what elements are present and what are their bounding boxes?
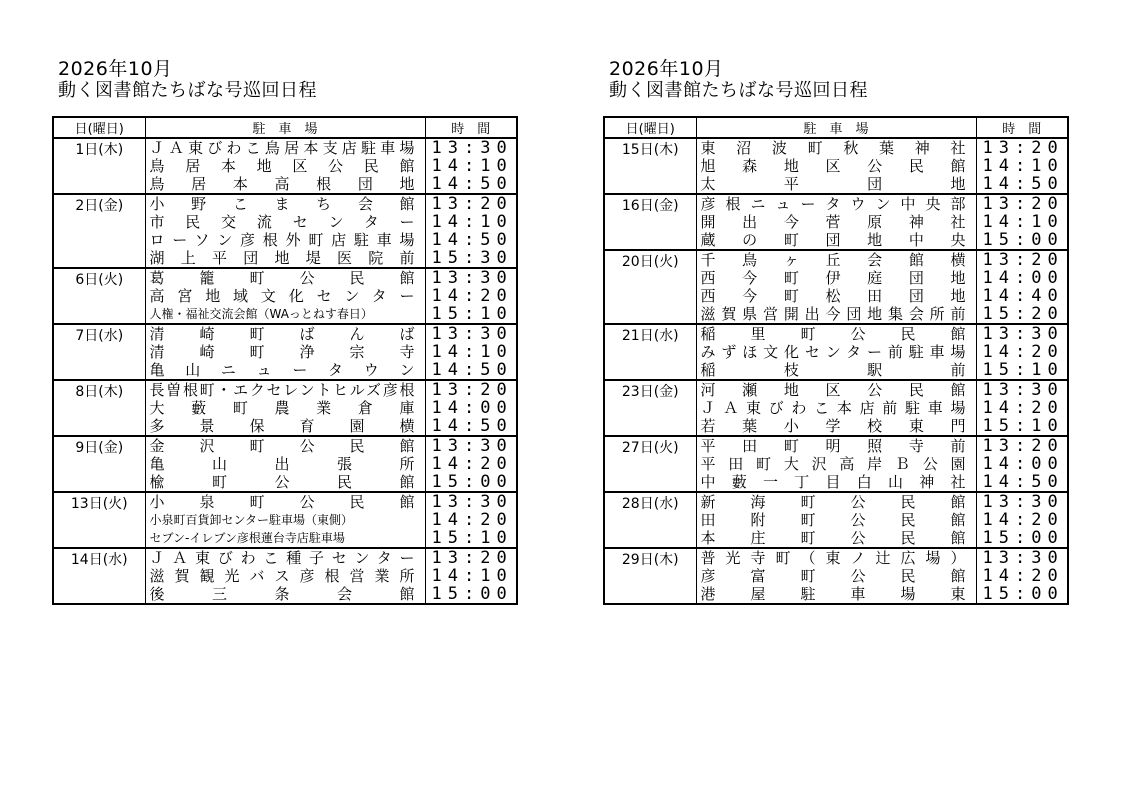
header-parking: 駐 車 場 xyxy=(145,117,425,138)
time-value: 13:20 xyxy=(982,251,1064,269)
time-value: 15:10 xyxy=(982,361,1064,379)
location-cell xyxy=(145,138,425,194)
table-row xyxy=(604,436,1068,492)
time-cell xyxy=(425,492,517,548)
time-value: 15:00 xyxy=(431,473,513,491)
time-value: 15:00 xyxy=(431,585,513,603)
location-name: 西今町伊庭団地 xyxy=(700,269,966,287)
day-cell: 9日(金) xyxy=(53,436,145,492)
time-value: 13:30 xyxy=(431,437,513,455)
day-cell: 21日(水) xyxy=(604,324,696,380)
location-cell xyxy=(696,250,976,324)
location-name: 高宮地域文化センター xyxy=(149,287,415,305)
location-name: 西今町松田団地 xyxy=(700,287,966,305)
location-name: 小泉町百貨卸センター駐車場（東側） xyxy=(149,513,354,527)
location-name: 田附町公民館 xyxy=(700,511,966,529)
location-name: 港屋駐車場東 xyxy=(700,585,966,603)
location-name: みずほ文化センター前駐車場 xyxy=(700,343,966,361)
day-cell: 14日(水) xyxy=(53,548,145,604)
table-row xyxy=(53,194,517,268)
table-row xyxy=(604,194,1068,250)
time-value: 14:50 xyxy=(431,417,513,435)
table-row xyxy=(604,138,1068,194)
location-name: 平田町大沢高岸Ｂ公園 xyxy=(700,455,966,473)
panel-title: 2026年10月 xyxy=(58,58,173,80)
time-value: 15:20 xyxy=(982,305,1064,323)
location-cell xyxy=(696,492,976,548)
location-cell xyxy=(145,268,425,324)
time-cell xyxy=(976,380,1068,436)
time-value: 13:20 xyxy=(431,549,513,567)
location-cell xyxy=(696,324,976,380)
location-name: 後三条会館 xyxy=(149,585,415,603)
time-value: 14:00 xyxy=(431,399,513,417)
location-name: 鳥居本地区公民館 xyxy=(149,157,415,175)
day-cell: 15日(木) xyxy=(604,138,696,194)
panel-subtitle: 動く図書館たちばな号巡回日程 xyxy=(58,80,317,101)
time-value: 13:20 xyxy=(982,195,1064,213)
location-name: 滋賀観光バス彦根営業所 xyxy=(149,567,415,585)
time-value: 14:50 xyxy=(431,361,513,379)
time-value: 14:10 xyxy=(431,343,513,361)
time-value: 15:00 xyxy=(982,231,1064,249)
time-cell xyxy=(976,250,1068,324)
time-value: 14:10 xyxy=(431,213,513,231)
location-cell xyxy=(696,380,976,436)
location-name: ローソン彦根外町店駐車場 xyxy=(149,231,415,249)
location-name: ＪＡ東びわこ本店前駐車場 xyxy=(700,399,966,417)
day-cell: 28日(水) xyxy=(604,492,696,548)
location-name: ＪＡ東びわこ種子センター xyxy=(149,549,415,567)
day-cell: 7日(水) xyxy=(53,324,145,380)
header-time: 時 間 xyxy=(425,117,517,138)
time-cell xyxy=(976,324,1068,380)
time-value: 14:40 xyxy=(982,287,1064,305)
time-value: 14:10 xyxy=(431,567,513,585)
table-row xyxy=(53,138,517,194)
time-value: 14:00 xyxy=(982,269,1064,287)
table-row xyxy=(604,548,1068,604)
time-value: 13:20 xyxy=(431,195,513,213)
location-cell xyxy=(145,436,425,492)
day-cell: 20日(火) xyxy=(604,250,696,324)
time-value: 14:20 xyxy=(982,343,1064,361)
time-value: 13:30 xyxy=(431,325,513,343)
header-parking: 駐 車 場 xyxy=(696,117,976,138)
time-cell xyxy=(425,548,517,604)
table-row xyxy=(53,268,517,324)
time-cell xyxy=(976,548,1068,604)
location-name: 金沢町公民館 xyxy=(149,437,415,455)
location-name: 蔵の町団地中央 xyxy=(700,231,966,249)
location-cell xyxy=(696,194,976,250)
location-cell xyxy=(696,436,976,492)
location-name: 多景保育園横 xyxy=(149,417,415,435)
time-cell xyxy=(425,324,517,380)
day-cell: 8日(木) xyxy=(53,380,145,436)
time-cell xyxy=(976,138,1068,194)
location-cell xyxy=(145,548,425,604)
location-name: 鳥居本高根団地 xyxy=(149,175,415,193)
schedule-body xyxy=(53,138,517,604)
time-value: 15:00 xyxy=(982,585,1064,603)
time-value: 13:30 xyxy=(431,269,513,287)
time-value: 14:10 xyxy=(982,157,1064,175)
header-time: 時 間 xyxy=(976,117,1068,138)
location-name: 亀山ニュータウン xyxy=(149,361,415,379)
time-value: 14:50 xyxy=(431,175,513,193)
time-value: 14:50 xyxy=(982,473,1064,491)
day-cell: 1日(木) xyxy=(53,138,145,194)
time-value: 14:20 xyxy=(431,511,513,529)
table-row xyxy=(604,324,1068,380)
location-name: 葛籠町公民館 xyxy=(149,269,415,287)
location-name: 人権・福祉交流会館（WAっとねす春日） xyxy=(149,307,373,321)
location-name: 湖上平団地堤医院前 xyxy=(149,249,415,267)
location-cell xyxy=(696,548,976,604)
day-cell: 2日(金) xyxy=(53,194,145,268)
location-name: 千鳥ヶ丘会館横 xyxy=(700,251,966,269)
time-value: 15:00 xyxy=(982,529,1064,547)
location-cell xyxy=(145,324,425,380)
table-row xyxy=(604,380,1068,436)
day-cell: 6日(火) xyxy=(53,268,145,324)
table-row xyxy=(604,492,1068,548)
location-name: 稲里町公民館 xyxy=(700,325,966,343)
day-cell: 16日(金) xyxy=(604,194,696,250)
location-name: 清崎町ばんば xyxy=(149,325,415,343)
time-value: 13:30 xyxy=(982,381,1064,399)
schedule-table-right xyxy=(603,116,1069,605)
location-name: 新海町公民館 xyxy=(700,493,966,511)
time-value: 14:20 xyxy=(982,399,1064,417)
table-row xyxy=(53,548,517,604)
time-cell xyxy=(425,380,517,436)
location-name: 旭森地区公民館 xyxy=(700,157,966,175)
location-name: 東沼波町秋葉神社 xyxy=(700,139,966,157)
location-name: 長曽根町・エクセレントヒルズ彦根 xyxy=(149,381,415,399)
location-name: 亀山出張所 xyxy=(149,455,415,473)
time-value: 14:50 xyxy=(982,175,1064,193)
time-value: 15:10 xyxy=(982,417,1064,435)
location-name: 小野こまち会館 xyxy=(149,195,415,213)
location-name: 平田町明照寺前 xyxy=(700,437,966,455)
time-cell xyxy=(425,194,517,268)
location-name: 中藪一丁目白山神社 xyxy=(700,473,966,491)
table-row xyxy=(53,380,517,436)
time-value: 13:20 xyxy=(431,381,513,399)
location-name: 清崎町浄宗寺 xyxy=(149,343,415,361)
table-row xyxy=(604,250,1068,324)
time-value: 15:30 xyxy=(431,249,513,267)
location-name: 小泉町公民館 xyxy=(149,493,415,511)
location-name: 市民交流センター xyxy=(149,213,415,231)
time-value: 14:20 xyxy=(431,287,513,305)
time-cell xyxy=(976,492,1068,548)
time-value: 13:30 xyxy=(431,139,513,157)
location-name: 普光寺町（東ノ辻広場） xyxy=(700,549,966,567)
time-value: 14:10 xyxy=(431,157,513,175)
time-cell xyxy=(425,138,517,194)
time-value: 14:00 xyxy=(982,455,1064,473)
location-name: 彦根ニュータウン中央部 xyxy=(700,195,966,213)
location-name: 楡町公民館 xyxy=(149,473,415,491)
day-cell: 27日(火) xyxy=(604,436,696,492)
location-name: 若葉小学校東門 xyxy=(700,417,966,435)
day-cell: 29日(木) xyxy=(604,548,696,604)
location-name: 稲枝駅前 xyxy=(700,361,966,379)
location-cell xyxy=(145,194,425,268)
location-cell xyxy=(145,492,425,548)
time-value: 14:50 xyxy=(431,231,513,249)
location-name: 大藪町農業倉庫 xyxy=(149,399,415,417)
time-cell xyxy=(976,194,1068,250)
location-cell xyxy=(145,380,425,436)
schedule-table-left xyxy=(52,116,518,605)
time-value: 13:20 xyxy=(982,139,1064,157)
time-cell xyxy=(976,436,1068,492)
location-name: 彦富町公民館 xyxy=(700,567,966,585)
location-name: ＪＡ東びわこ鳥居本支店駐車場 xyxy=(149,139,415,157)
time-value: 13:20 xyxy=(982,437,1064,455)
time-cell xyxy=(425,436,517,492)
table-row xyxy=(53,492,517,548)
panel-title: 2026年10月 xyxy=(609,58,724,80)
schedule-panel-left xyxy=(52,58,518,605)
time-value: 14:20 xyxy=(431,455,513,473)
table-row xyxy=(53,324,517,380)
location-name: 河瀬地区公民館 xyxy=(700,381,966,399)
time-value: 15:10 xyxy=(431,305,513,323)
time-value: 15:10 xyxy=(431,529,513,547)
day-cell: 23日(金) xyxy=(604,380,696,436)
location-cell xyxy=(696,138,976,194)
location-name: 太平団地 xyxy=(700,175,966,193)
location-name: セブン-イレブン彦根蓮台寺店駐車場 xyxy=(149,531,345,545)
day-cell: 13日(火) xyxy=(53,492,145,548)
time-value: 13:30 xyxy=(982,325,1064,343)
time-value: 13:30 xyxy=(982,493,1064,511)
time-cell xyxy=(425,268,517,324)
time-value: 14:20 xyxy=(982,511,1064,529)
panel-subtitle: 動く図書館たちばな号巡回日程 xyxy=(609,80,868,101)
schedule-body xyxy=(604,138,1068,604)
location-name: 滋賀県営開出今団地集会所前 xyxy=(700,305,966,323)
header-date: 日(曜日) xyxy=(53,117,145,138)
header-date: 日(曜日) xyxy=(604,117,696,138)
time-value: 13:30 xyxy=(431,493,513,511)
time-value: 14:10 xyxy=(982,213,1064,231)
time-value: 13:30 xyxy=(982,549,1064,567)
table-row xyxy=(53,436,517,492)
schedule-panel-right xyxy=(603,58,1069,605)
time-value: 14:20 xyxy=(982,567,1064,585)
location-name: 本庄町公民館 xyxy=(700,529,966,547)
location-name: 開出今菅原神社 xyxy=(700,213,966,231)
